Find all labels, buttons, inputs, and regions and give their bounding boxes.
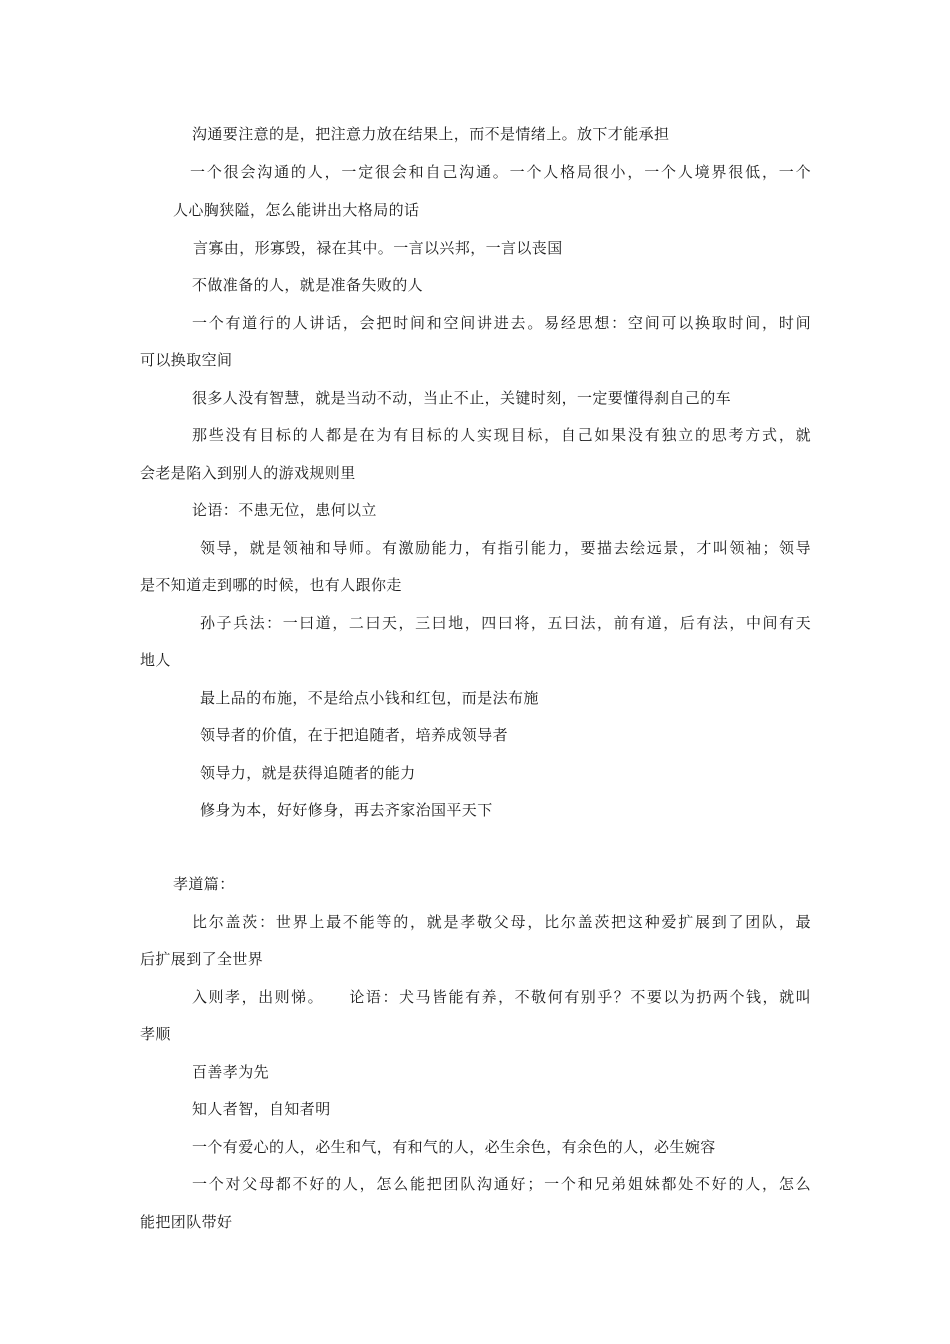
- text-line: 一个很会沟通的人，一定很会和自己沟通。一个人格局很小，一个人境界很低，一个: [190, 163, 811, 181]
- text-line: 领导，就是领袖和导师。有激励能力，有指引能力，要描去绘远景，才叫领袖；领导: [200, 539, 811, 557]
- text-line: 人心胸狭隘，怎么能讲出大格局的话: [173, 201, 420, 219]
- text-line: 一个有爱心的人，必生和气，有和气的人，必生余色，有余色的人，必生婉容: [192, 1138, 716, 1156]
- text-line: 论语：不患无位，患何以立: [192, 501, 377, 519]
- text-line: 是不知道走到哪的时候，也有人跟你走: [140, 576, 402, 594]
- text-line: 那些没有目标的人都是在为有目标的人实现目标，自己如果没有独立的思考方式，就: [192, 426, 811, 444]
- text-line: 修身为本，好好修身，再去齐家治国平天下: [200, 801, 493, 819]
- text-line: 会老是陷入到别人的游戏规则里: [140, 464, 356, 482]
- text-line: 言寡由，形寡毁，禄在其中。一言以兴邦，一言以丧国: [193, 239, 563, 257]
- text-line: 入则孝，出则悌。 论语：犬马皆能有养，不敬何有别乎？不要以为扔两个钱，就叫: [192, 988, 811, 1006]
- text-line: 一个对父母都不好的人，怎么能把团队沟通好；一个和兄弟姐妹都处不好的人，怎么: [192, 1175, 811, 1193]
- text-line: 百善孝为先: [192, 1063, 270, 1081]
- text-line: 最上品的布施，不是给点小钱和红包，而是法布施: [200, 689, 539, 707]
- text-line: 可以换取空间: [140, 351, 233, 369]
- section-heading: 孝道篇：: [173, 875, 235, 893]
- text-line: 孝顺: [140, 1025, 171, 1043]
- text-line: 领导力，就是获得追随者的能力: [200, 764, 416, 782]
- text-line: 很多人没有智慧，就是当动不动，当止不止，关键时刻，一定要懂得刹自己的车: [192, 389, 732, 407]
- text-line: 比尔盖茨：世界上最不能等的，就是孝敬父母，比尔盖茨把这种爱扩展到了团队，最: [192, 913, 811, 931]
- text-line: 一个有道行的人讲话，会把时间和空间讲进去。易经思想：空间可以换取时间，时间: [192, 314, 811, 332]
- text-line: 后扩展到了全世界: [140, 950, 264, 968]
- text-line: 知人者智，自知者明: [192, 1100, 331, 1118]
- text-line: 地人: [140, 651, 171, 669]
- text-line: 孙子兵法：一曰道，二曰天，三曰地，四曰将，五曰法，前有道，后有法，中间有天: [200, 614, 811, 632]
- text-line: 能把团队带好: [140, 1213, 233, 1231]
- text-line: 沟通要注意的是，把注意力放在结果上，而不是情绪上。放下才能承担: [192, 125, 670, 143]
- text-line: 领导者的价值，在于把追随者，培养成领导者: [200, 726, 509, 744]
- text-line: 不做准备的人，就是准备失败的人: [192, 276, 424, 294]
